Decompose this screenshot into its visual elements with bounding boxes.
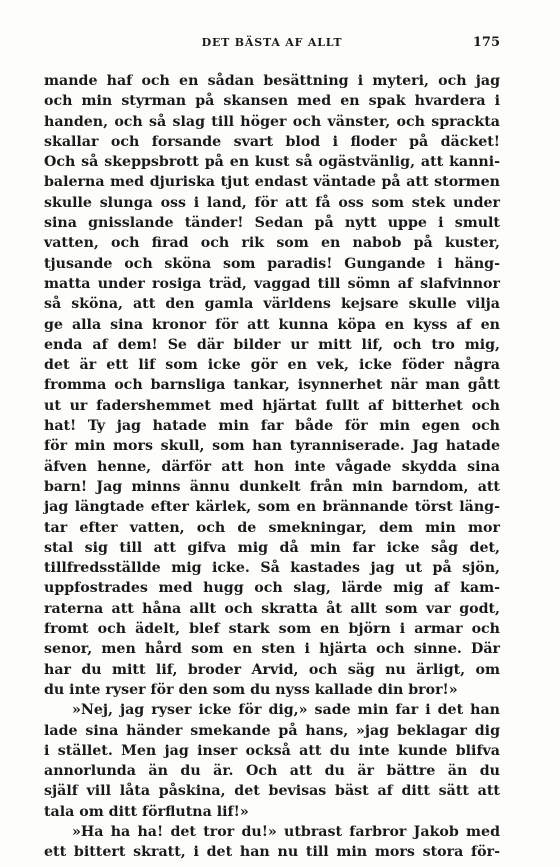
text-line: hat! Ty jag hatade min far både för min egen och	[44, 418, 500, 435]
text-line: fromt och ädelt, blef stark som en björn i armar och	[44, 621, 500, 638]
text-line: har du mitt lif, broder Arvid, och säg nu ärligt, om	[44, 661, 500, 678]
page-header	[44, 36, 500, 56]
text-line: äfven henne, därför att hon inte vågade skydda sina	[44, 458, 500, 475]
text-line: tar efter vatten, och de smekningar, dem min mor	[44, 519, 500, 536]
text-line: vatten, och firad och rik som en nabob på kuster,	[44, 235, 500, 252]
text-line: ut ur fadershemmet med hjärtat fullt af bitterhet och	[44, 397, 500, 414]
text-line: matta under rosiga träd, vaggad till sömn af slafvinnor	[44, 275, 500, 292]
text-line: raterna att håna allt och skratta åt allt som var godt,	[44, 600, 500, 617]
text-line: själf vill låta påskina, det bevisas bäst af ditt sätt att	[44, 783, 500, 800]
text-line: ett bittert skratt, i det han nu till min mors stora för-	[44, 844, 500, 861]
text-line: enda af dem! Se där bilder ur mitt lif, och tro mig,	[44, 336, 500, 353]
running-title: DET BÄSTA AF ALLT	[201, 36, 343, 49]
text-line: handen, och så slag till höger och vänster, och sprackta	[44, 113, 500, 130]
text-line: fromma och barnsliga tankar, isynnerhet när man gått	[44, 377, 500, 394]
body-text	[44, 71, 500, 863]
text-line: sina gnisslande tänder! Sedan på nytt uppe i smult	[44, 215, 500, 232]
text-line: skallar och forsande svart blod i floder på däcket!	[44, 133, 500, 150]
text-line: så sköna, att den gamla världens kejsare skulle vilja	[44, 296, 500, 313]
text-line: ge alla sina kronor för att kunna köpa en kyss af en	[44, 316, 500, 333]
text-line: du inte ryser för den som du nyss kallade din bror!»	[44, 681, 458, 698]
text-line: för min mors skull, som han tyranniserade. Jag hatade	[44, 438, 500, 455]
text-line: mande haf och en sådan besättning i myteri, och jag	[44, 73, 500, 89]
text-line: »Ha ha ha! det tror du!» utbrast farbror Jakob med	[72, 823, 500, 840]
text-line: och min styrman på skansen med en spak hvardera i	[44, 93, 500, 110]
text-line: »Nej, jag ryser icke för dig,» sade min far i det han	[72, 702, 500, 719]
text-line: barn! Jag minns ännu dunkelt från min barndom, att	[44, 478, 500, 495]
text-line: tala om ditt förflutna lif!»	[44, 803, 249, 820]
text-line: Och så skeppsbrott på en kust så ogästvänlig, att kanni-	[44, 154, 500, 171]
text-line: balerna med djuriska tjut endast väntade på att stormen	[44, 174, 500, 191]
text-line: stal sig till att gifva mig då min far icke såg det,	[44, 539, 500, 556]
text-line: annorlunda än du är. Och att du är bättre än du	[44, 763, 500, 780]
text-line: uppfostrades med hugg och slag, lärde mig af kam-	[44, 580, 500, 597]
text-line: det är ett lif som icke gör en vek, icke föder några	[44, 357, 500, 374]
page-number: 175	[472, 35, 500, 50]
text-line: tillfredsställde mig icke. Så kastades jag ut på sjön,	[44, 560, 500, 577]
text-line: senor, men hård som en sten i hjärta och sinne. Där	[44, 641, 500, 658]
text-line: lade sina händer smekande på hans, »jag beklagar dig	[44, 722, 500, 739]
text-line: tjusande och sköna som paradis! Gungande i häng-	[44, 255, 500, 272]
text-line: skulle slunga oss i land, för att få oss som stek under	[44, 194, 500, 211]
text-line: jag längtade efter kärlek, som en brännande törst läng-	[44, 499, 500, 516]
text-line: i stället. Men jag inser också att du inte kunde blifva	[44, 742, 500, 759]
